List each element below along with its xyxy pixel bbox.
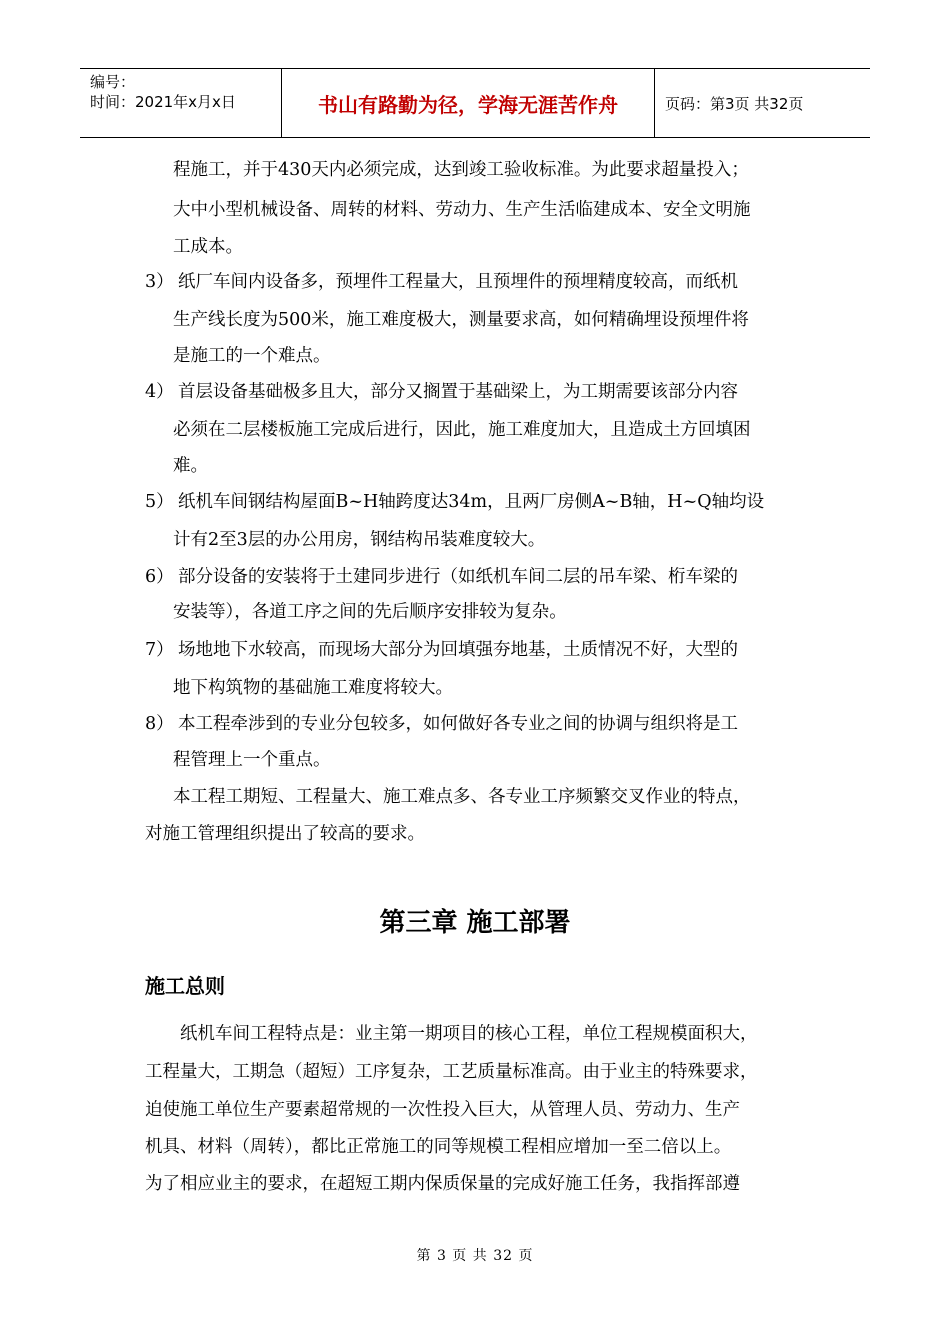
section-title: 施工总则 <box>145 974 225 998</box>
list-item-line: 计有2至3层的办公用房，钢结构吊装难度较大。 <box>173 530 546 550</box>
list-number: 5） <box>145 492 174 512</box>
page-footer: 第 3 页 共 32 页 <box>416 1248 534 1264</box>
list-number: 4） <box>145 382 174 402</box>
text-line: 工成本。 <box>173 237 243 257</box>
list-item-line: 程管理上一个重点。 <box>173 750 331 770</box>
header-motto: 书山有路勤为径，学海无涯苦作舟 <box>318 92 618 117</box>
list-item-line: 纸厂车间内设备多，预埋件工程量大，且预埋件的预埋精度较高，而纸机 <box>178 272 738 292</box>
text-line: 大中小型机械设备、周转的材料、劳动力、生产生活临建成本、安全文明施 <box>173 200 751 220</box>
paragraph-line: 为了相应业主的要求，在超短工期内保质保量的完成好施工任务，我指挥部遵 <box>145 1174 740 1194</box>
list-item-line: 是施工的一个难点。 <box>173 346 331 366</box>
list-item-line: 首层设备基础极多且大，部分又搁置于基础梁上，为工期需要该部分内容 <box>178 382 738 402</box>
paragraph-line: 工程量大，工期急（超短）工序复杂，工艺质量标准高。由于业主的特殊要求， <box>145 1062 758 1082</box>
date-label: 时间：2021年x月x日 <box>90 93 236 111</box>
list-item-line: 必须在二层楼板施工完成后进行，因此，施工难度加大，且造成土方回填困 <box>173 420 751 440</box>
header-meta <box>80 69 280 137</box>
list-number: 7） <box>145 640 174 660</box>
list-number: 8） <box>145 714 174 734</box>
list-item-line: 本工程牵涉到的专业分包较多，如何做好各专业之间的协调与组织将是工 <box>178 714 738 734</box>
paragraph-line: 纸机车间工程特点是：业主第一期项目的核心工程，单位工程规模面积大， <box>180 1024 758 1044</box>
list-item-line: 安装等），各道工序之间的先后顺序安排较为复杂。 <box>173 602 567 622</box>
list-item-line: 难。 <box>173 456 208 476</box>
list-item-line: 生产线长度为500米，施工难度极大，测量要求高，如何精确埋设预埋件将 <box>173 310 749 330</box>
text-line: 程施工，并于430天内必须完成，达到竣工验收标准。为此要求超量投入； <box>173 160 749 180</box>
list-number: 6） <box>145 567 174 587</box>
paragraph-line: 迫使施工单位生产要素超常规的一次性投入巨大，从管理人员、劳动力、生产 <box>145 1100 740 1120</box>
list-item-line: 纸机车间钢结构屋面B~H轴跨度达34m，且两厂房侧A~B轴，H~Q轴均设 <box>178 492 765 512</box>
page-header <box>80 68 870 138</box>
list-number: 3） <box>145 272 174 292</box>
summary-line: 本工程工期短、工程量大、施工难点多、各专业工序频繁交叉作业的特点， <box>173 787 751 807</box>
number-label: 编号： <box>90 73 136 91</box>
page-number-label: 页码：第3页 共32页 <box>665 94 804 113</box>
chapter-title: 第三章 施工部署 <box>379 908 571 938</box>
header-divider <box>654 69 655 137</box>
list-item-line: 部分设备的安装将于土建同步进行（如纸机车间二层的吊车梁、桁车梁的 <box>178 567 738 587</box>
list-item-line: 地下构筑物的基础施工难度将较大。 <box>173 678 453 698</box>
list-item-line: 场地地下水较高，而现场大部分为回填强夯地基，土质情况不好，大型的 <box>178 640 738 660</box>
summary-line: 对施工管理组织提出了较高的要求。 <box>145 824 425 844</box>
paragraph-line: 机具、材料（周转），都比正常施工的同等规模工程相应增加一至二倍以上。 <box>145 1137 732 1157</box>
